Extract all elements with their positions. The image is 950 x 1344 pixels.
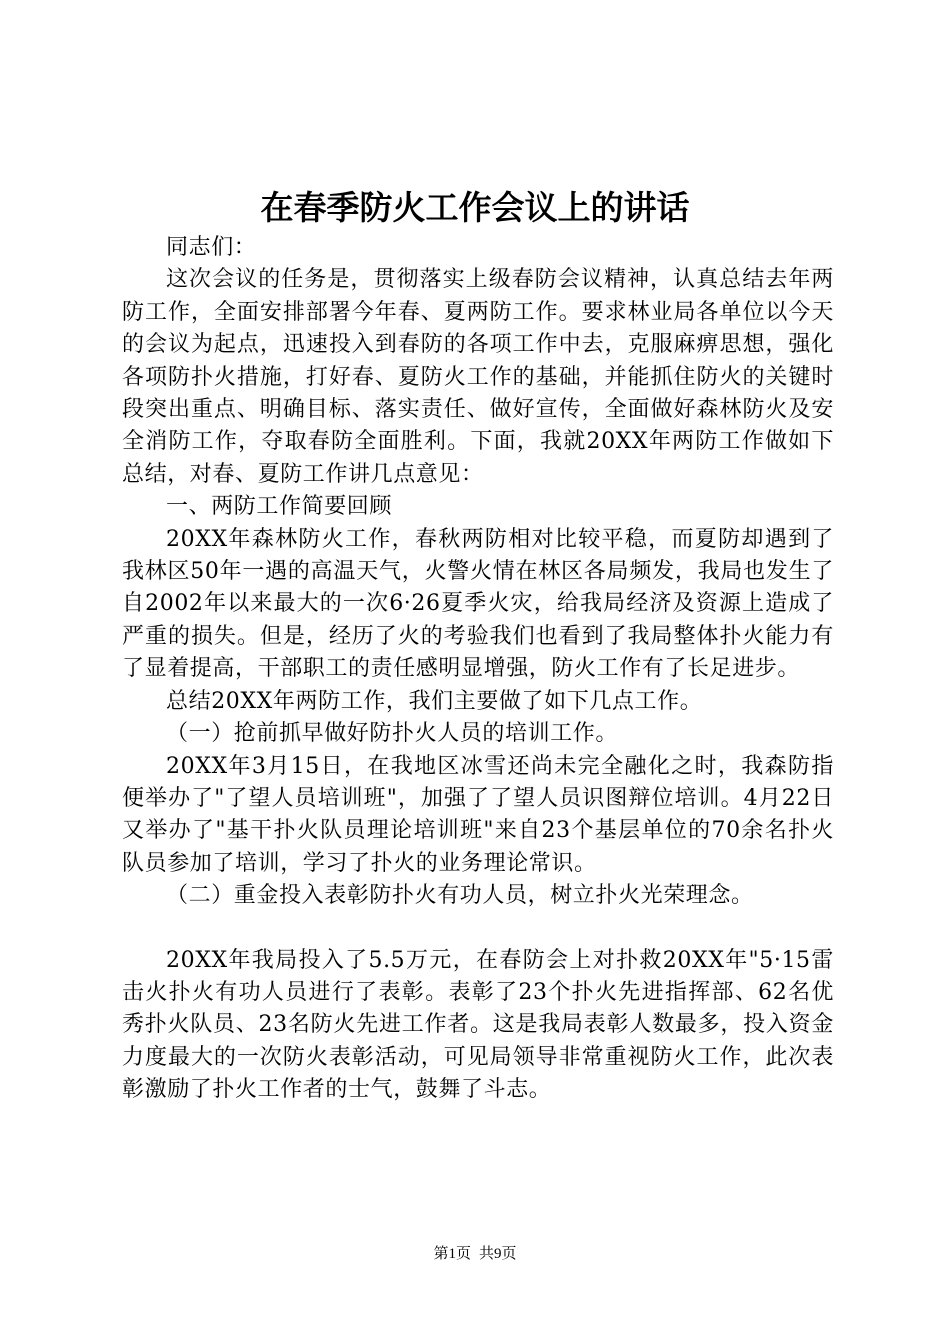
salutation-paragraph: 同志们： — [166, 235, 257, 260]
intro-paragraph: 这次会议的任务是，贯彻落实上级春防会议精神，认真总结去年两防工作，全面安排部署今年春、夏两防工作。要求林业局各单位以今天的会议为起点，迅速投入到春防的各项工作中去，克服麻痹思想，强化各项防扑火措施，打好春、夏防火工作的基础，并能抓住防火的关键时段突出重点、明确目标、落实责任、做好宣传，全面做好森林防火及安全消防工作，夺取春防全面胜利。下面，我就20XX年两防工作做如下总结，对春、夏防工作讲几点意见： — [122, 267, 834, 487]
commendation-paragraph: 20XX年我局投入了5.5万元，在春防会上对扑救20XX年"5·15雷击火扑火有功人员进行了表彰。表彰了23个扑火先进指挥部、62名优秀扑火队员、23名防火先进工作者。这是我局表彰人数最多，投入资金力度最大的一次防火表彰活动，可见局领导非常重视防火工作，此次表彰激励了扑火工作者的士气，鼓舞了斗志。 — [122, 947, 834, 1103]
summary-paragraph: 总结20XX年两防工作，我们主要做了如下几点工作。 — [166, 688, 703, 714]
section-heading-review: 一、两防工作简要回顾 — [166, 494, 393, 520]
review-paragraph: 20XX年森林防火工作，春秋两防相对比较平稳，而夏防却遇到了我林区50年一遇的高温天气，火警火情在林区各局频发，我局也发生了自2002年以来最大的一次6·26夏季火灾，给我局经济及资源上造成了严重的损失。但是，经历了火的考验我们也看到了我局整体扑火能力有了显着提高，干部职工的责任感明显增强，防火工作有了长足进步。 — [122, 526, 834, 682]
page-total: 共9页 — [479, 1246, 517, 1262]
subheading-commendation: （二）重金投入表彰防扑火有功人员，树立扑火光荣理念。 — [166, 883, 754, 909]
page-footer — [0, 1244, 950, 1264]
page-number: 第1页 — [433, 1246, 471, 1262]
document-title: 在春季防火工作会议上的讲话 — [260, 188, 690, 227]
training-paragraph: 20XX年3月15日，在我地区冰雪还尚未完全融化之时，我森防指便举办了"了望人员培训班"，加强了了望人员识图辩位培训。4月22日又举办了"基干扑火队员理论培训班"来自23个基层单位的70余名扑火队员参加了培训，学习了扑火的业务理论常识。 — [122, 753, 834, 876]
subheading-training: （一）抢前抓早做好防扑火人员的培训工作。 — [166, 721, 619, 747]
document-body — [122, 232, 834, 1107]
